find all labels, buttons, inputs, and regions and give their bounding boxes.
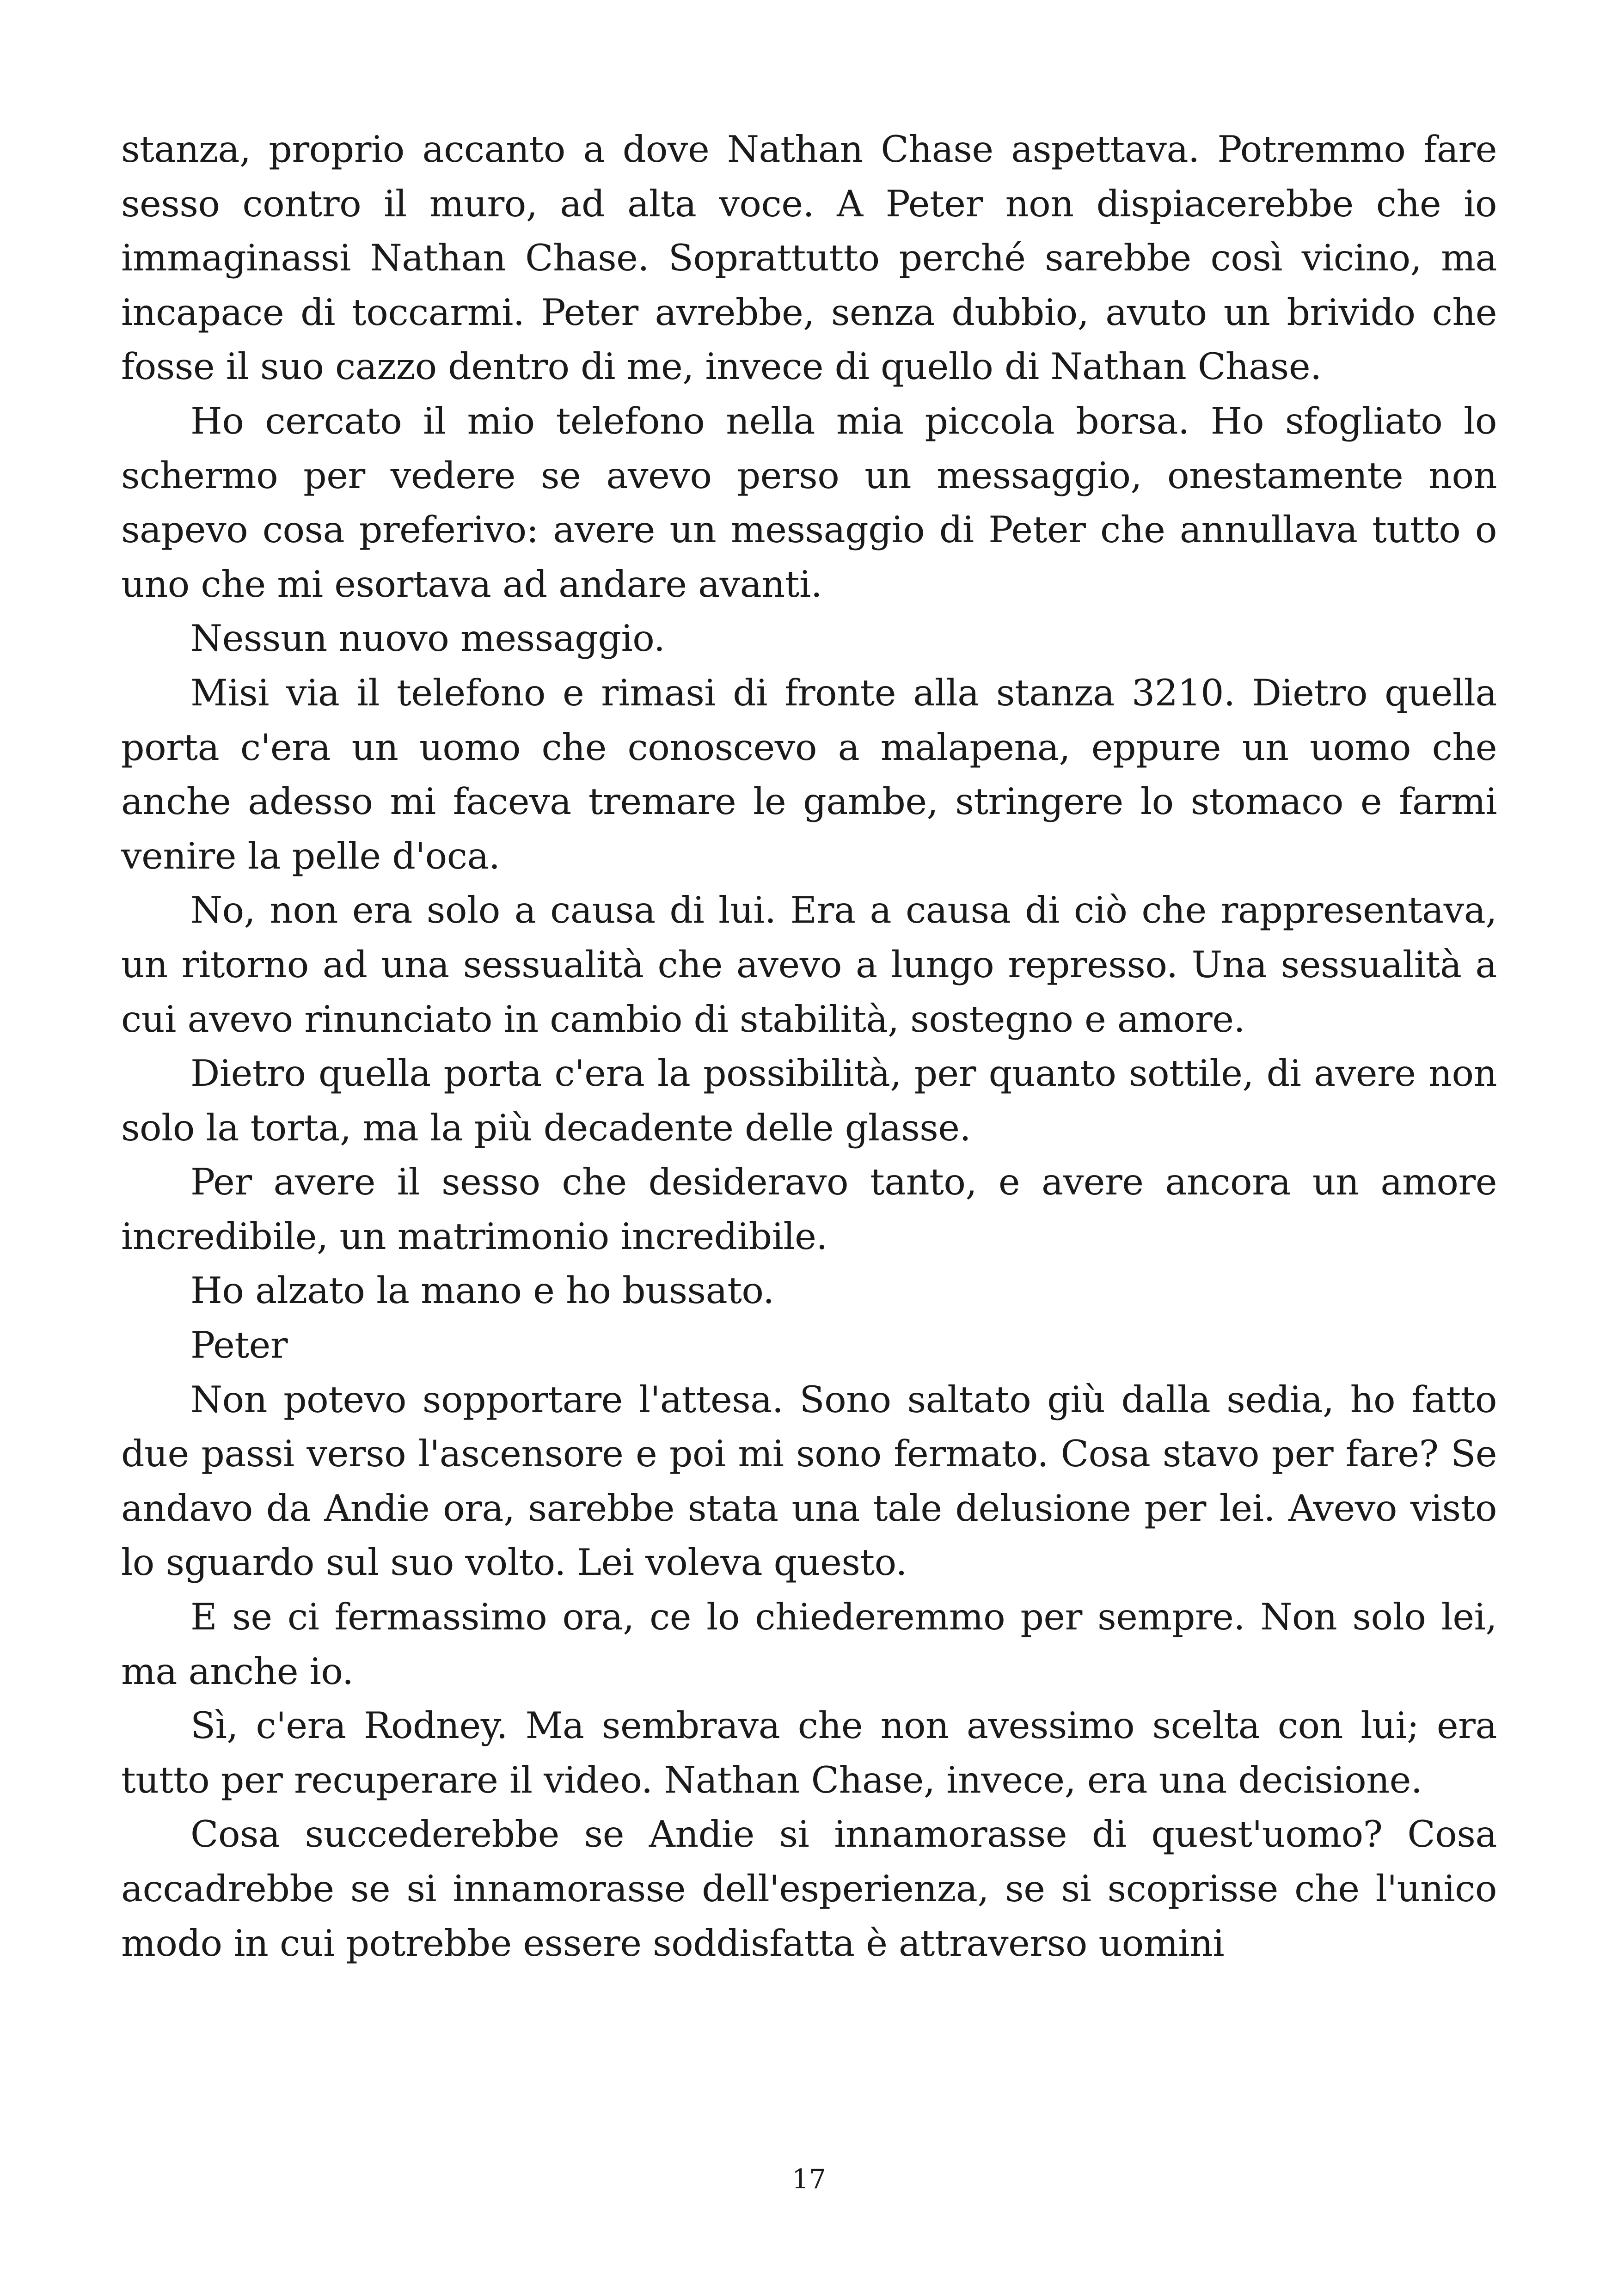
paragraph: Per avere il sesso che desideravo tanto, e avere ancora un amore incredibile, un matrimonio incredibile.	[121, 1161, 1497, 1258]
paragraph: Ho cercato il mio telefono nella mia piccola borsa. Ho sfogliato lo schermo per vedere se avevo perso un messaggio, onestamente non sapevo cosa preferivo: avere un messaggio di Peter che annullava tutto o uno che mi esortava ad andare avanti.	[121, 399, 1497, 606]
paragraph: Sì, c'era Rodney. Ma sembrava che non avessimo scelta con lui; era tutto per recuperare il video. Nathan Chase, invece, era una decisione.	[121, 1704, 1497, 1801]
paragraph: Ho alzato la mano e ho bussato.	[190, 1269, 774, 1312]
paragraph: Nessun nuovo messaggio.	[190, 617, 665, 660]
paragraph: No, non era solo a causa di lui. Era a causa di ciò che rappresentava, un ritorno ad una sessualità che avevo a lungo represso. Una sessualità a cui avevo rinunciato in cambio di stabilità, sostegno e amore.	[121, 889, 1497, 1041]
paragraph: Non potevo sopportare l'attesa. Sono saltato giù dalla sedia, ho fatto due passi verso l'ascensore e poi mi sono fermato. Cosa stavo per fare? Se andavo da Andie ora, sarebbe stata una tale delusione per lei. Avevo visto lo sguardo sul suo volto. Lei voleva questo.	[121, 1378, 1497, 1584]
page-number: 17	[792, 2163, 826, 2195]
paragraph: Misi via il telefono e rimasi di fronte alla stanza 3210. Dietro quella porta c'era un uomo che conoscevo a malapena, eppure un uomo che anche adesso mi faceva tremare le gambe, stringere lo stomaco e farmi venire la pelle d'oca.	[121, 671, 1497, 877]
page-body	[121, 122, 1497, 1971]
paragraph: Cosa succederebbe se Andie si innamorasse di quest'uomo? Cosa accadrebbe se si innamorasse dell'esperienza, se si scoprisse che l'unico modo in cui potrebbe essere soddisfatta è attraverso uomini	[121, 1813, 1497, 1965]
paragraph-continuation: stanza, proprio accanto a dove Nathan Chase aspettava. Potremmo fare sesso contro il muro, ad alta voce. A Peter non dispiacerebbe che io immaginassi Nathan Chase. Soprattutto perché sarebbe così vicino, ma incapace di toccarmi. Peter avrebbe, senza dubbio, avuto un brivido che fosse il suo cazzo dentro di me, invece di quello di Nathan Chase.	[121, 128, 1497, 388]
section-speaker-heading: Peter	[190, 1324, 288, 1367]
paragraph: Dietro quella porta c'era la possibilità, per quanto sottile, di avere non solo la torta, ma la più decadente delle glasse.	[121, 1052, 1497, 1149]
paragraph: E se ci fermassimo ora, ce lo chiederemmo per sempre. Non solo lei, ma anche io.	[121, 1596, 1497, 1693]
